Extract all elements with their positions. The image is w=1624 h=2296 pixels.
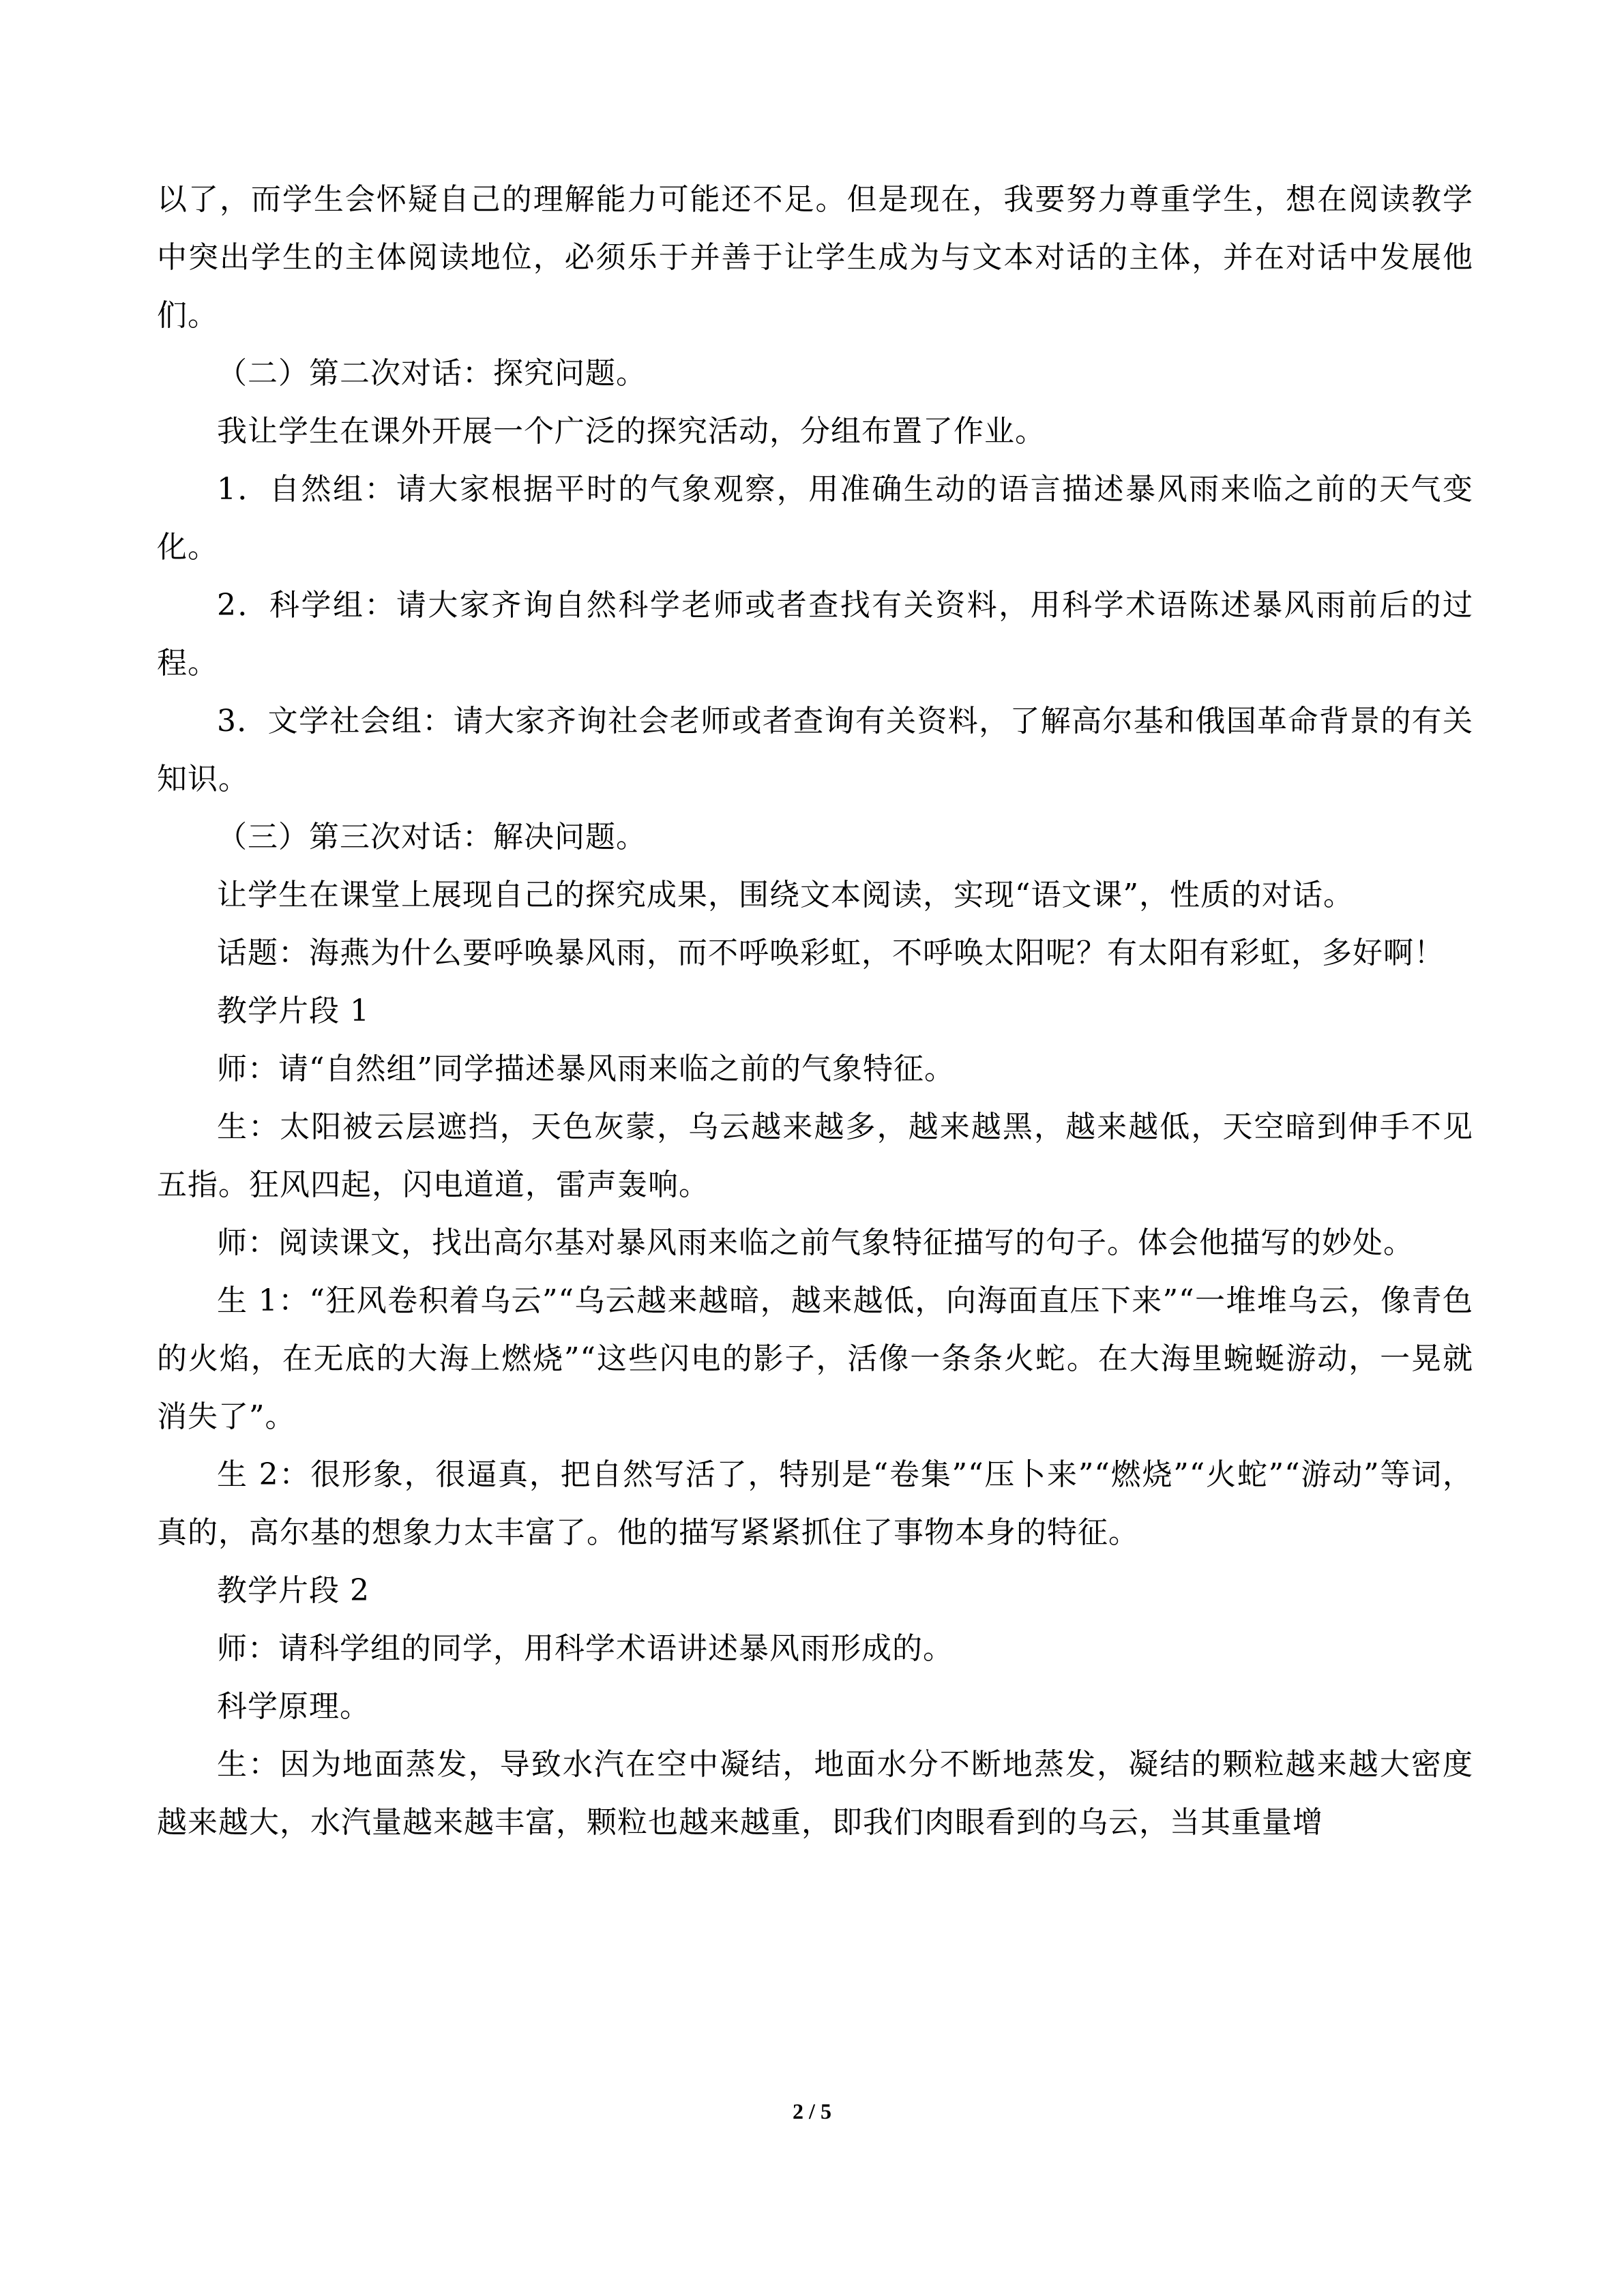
dialogue-line: 生 2：很形象，很逼真，把自然写活了，特别是“卷集”“压卜来”“燃烧”“火蛇”“游动”等词，真的，高尔基的想象力太丰富了。他的描写紧紧抓住了事物本身的特征。	[157, 1457, 1473, 1550]
page-number: 2 / 5	[793, 2099, 831, 2123]
document-body	[157, 170, 1473, 1851]
subsection-title: 教学片段 2	[217, 1573, 370, 1608]
paragraph: 让学生在课堂上展现自己的探究成果，围绕文本阅读，实现“语文课”，性质的对话。	[217, 878, 1354, 912]
list-item: 1．自然组：请大家根据平时的气象观察，用准确生动的语言描述暴风雨来临之前的天气变化。	[157, 472, 1473, 565]
dialogue-line: 生 1：“狂风卷积着乌云”“乌云越来越暗，越来越低，向海面直压下来”“一堆堆乌云，像青色的火焰，在无底的大海上燃烧”“这些闪电的影子，活像一条条火蛇。在大海里蜿蜒游动，一晃就消失了”。	[157, 1283, 1473, 1434]
dialogue-line: 师：请科学组的同学，用科学术语讲述暴风雨形成的。	[217, 1631, 954, 1666]
list-item: 3．文学社会组：请大家齐询社会老师或者查询有关资料，了解高尔基和俄国革命背景的有关知识。	[157, 704, 1473, 796]
dialogue-line: 生：因为地面蒸发，导致水汽在空中凝结，地面水分不断地蒸发，凝结的颗粒越来越大密度越来越大，水汽量越来越丰富，颗粒也越来越重，即我们肉眼看到的乌云，当其重量增	[157, 1747, 1473, 1840]
subsection-title: 教学片段 1	[217, 994, 370, 1028]
dialogue-line: 生：太阳被云层遮挡，天色灰蒙，乌云越来越多，越来越黑，越来越低，天空暗到伸手不见五指。狂风四起，闪电道道，雷声轰响。	[157, 1109, 1473, 1202]
list-item: 2．科学组：请大家齐询自然科学老师或者查找有关资料，用科学术语陈述暴风雨前后的过程。	[157, 588, 1473, 681]
section-heading: （三）第三次对话：解决问题。	[217, 820, 647, 854]
paragraph: 以了，而学生会怀疑自己的理解能力可能还不足。但是现在，我要努力尊重学生，想在阅读教学中突出学生的主体阅读地位，必须乐于并善于让学生成为与文本对话的主体，并在对话中发展他们。	[157, 182, 1473, 333]
dialogue-line: 师：请“自然组”同学描述暴风雨来临之前的气象特征。	[217, 1052, 955, 1086]
dialogue-line: 师：阅读课文，找出高尔基对暴风雨来临之前气象特征描写的句子。体会他描写的妙处。	[217, 1225, 1414, 1260]
paragraph: 我让学生在课外开展一个广泛的探究活动，分组布置了作业。	[217, 414, 1046, 449]
paragraph: 科学原理。	[217, 1689, 370, 1724]
paragraph: 话题：海燕为什么要呼唤暴风雨，而不呼唤彩虹，不呼唤太阳呢？有太阳有彩虹，多好啊！	[217, 936, 1445, 970]
section-heading: （二）第二次对话：探究问题。	[217, 356, 647, 391]
